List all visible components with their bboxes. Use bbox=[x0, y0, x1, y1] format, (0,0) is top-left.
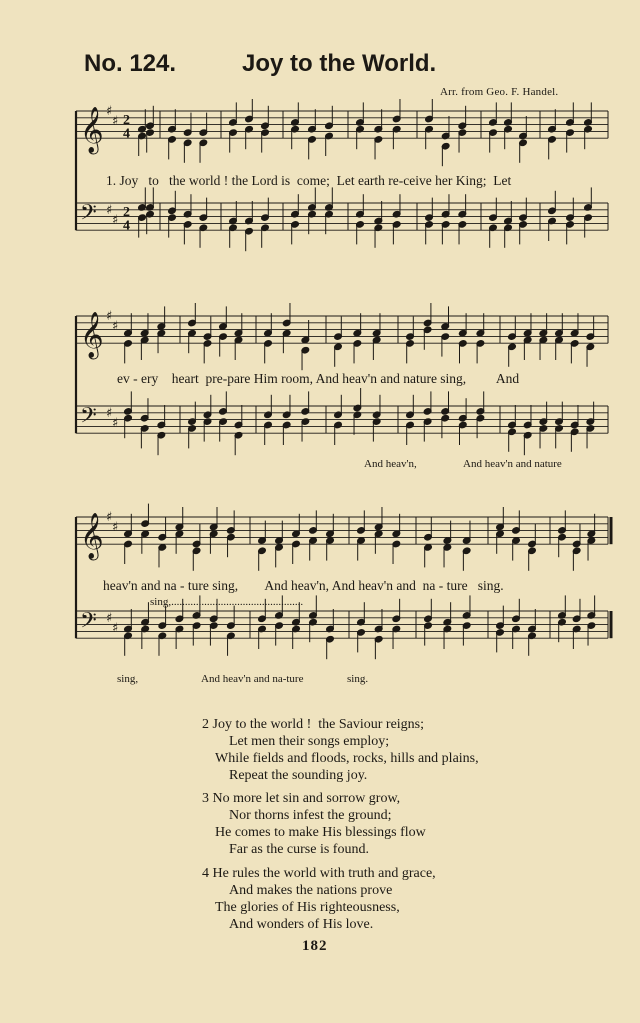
system-3-lyric: heav'n and na - ture sing, And heav'n, And heav'n and na - ture sing. bbox=[103, 578, 504, 593]
treble-clef: 𝄞 bbox=[80, 312, 104, 359]
sharp-sign: ♯ bbox=[106, 104, 113, 119]
sharp-sign: ♯ bbox=[106, 405, 113, 421]
verse-line: Repeat the sounding joy. bbox=[229, 768, 368, 783]
system-1-lyric: 1. Joy to the world ! the Lord is come; Let earth re-ceive her King; Let bbox=[106, 173, 512, 188]
verse-line: Far as the curse is found. bbox=[229, 842, 369, 857]
sharp-sign: ♯ bbox=[106, 610, 113, 626]
time-signature: 4 bbox=[123, 126, 130, 142]
system-2-bass-lyric-2: And heav'n and nature bbox=[463, 458, 562, 470]
sharp-sign: ♯ bbox=[112, 520, 119, 536]
sharp-sign: ♯ bbox=[106, 510, 113, 525]
bass-clef: 𝄢 bbox=[80, 403, 97, 434]
page-number: 182 bbox=[302, 938, 328, 954]
sharp-sign: ♯ bbox=[112, 114, 119, 130]
sharp-sign: ♯ bbox=[112, 621, 119, 636]
hymn-title: Joy to the World. bbox=[242, 50, 437, 77]
sharp-sign: ♯ bbox=[112, 319, 119, 335]
system-2-bass-lyric-1: And heav'n, bbox=[364, 458, 417, 470]
treble-clef: 𝄞 bbox=[80, 513, 104, 560]
hymn-number: No. 124. bbox=[84, 50, 177, 77]
verse-line: 3 No more let sin and sorrow grow, bbox=[202, 791, 401, 806]
bass-clef: 𝄢 bbox=[80, 200, 97, 231]
verse-line: 4 He rules the world with truth and grace, bbox=[202, 866, 436, 881]
system-3-sing-extension: sing,................................................ bbox=[150, 596, 304, 608]
time-signature: 4 bbox=[123, 218, 130, 234]
verse-line: While fields and floods, rocks, hills and plains, bbox=[215, 751, 479, 766]
verse-line: He comes to make His blessings flow bbox=[215, 825, 426, 840]
system-2-lyric: ev - ery heart pre-pare Him room, And heav'n and nature sing, And bbox=[117, 371, 520, 386]
arranger-credit: Arr. from Geo. F. Handel. bbox=[440, 86, 559, 98]
verse-line: Nor thorns infest the ground; bbox=[229, 808, 392, 823]
system-3-bass-lyric-1: sing, bbox=[117, 673, 139, 685]
bass-clef: 𝄢 bbox=[80, 608, 97, 639]
time-signature: 2 bbox=[123, 205, 130, 220]
sharp-sign: ♯ bbox=[106, 309, 113, 324]
system-3-bass-lyric-2: And heav'n and na-ture bbox=[201, 673, 304, 685]
verse-4 bbox=[202, 865, 436, 933]
sharp-sign: ♯ bbox=[112, 213, 119, 228]
verse-line: The glories of His righteousness, bbox=[215, 900, 400, 915]
time-signature: 2 bbox=[123, 113, 130, 128]
system-3-bass-lyric-3: sing. bbox=[347, 673, 369, 685]
verse-line: 2 Joy to the world ! the Saviour reigns; bbox=[202, 717, 425, 732]
verse-line: And wonders of His love. bbox=[229, 917, 374, 932]
verse-line: And makes the nations prove bbox=[229, 883, 393, 898]
sharp-sign: ♯ bbox=[106, 202, 113, 218]
verse-3 bbox=[202, 790, 426, 858]
sharp-sign: ♯ bbox=[112, 416, 119, 431]
treble-clef: 𝄞 bbox=[80, 107, 104, 154]
verse-line: Let men their songs employ; bbox=[229, 734, 390, 749]
verse-2 bbox=[202, 716, 479, 784]
